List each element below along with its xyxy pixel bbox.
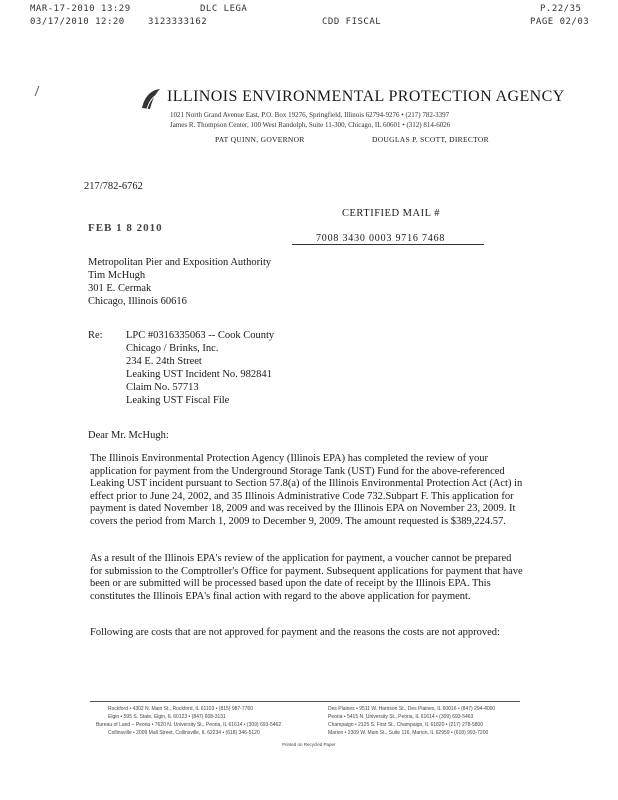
agency-logo-icon (138, 86, 164, 117)
recipient-city: Chicago, Illinois 60616 (88, 296, 187, 307)
footer-left-line3: Bureau of Land – Peoria • 7620 N. University St., Peoria, IL 61614 • (309) 693-5462 (96, 722, 282, 728)
fax-header-line1-left: MAR-17-2010 13:29 (30, 4, 131, 14)
address-line2: James R. Thompson Center, 100 West Randolph, Suite 11-300, Chicago, IL 60601 • (312) 814-6026 (170, 121, 451, 129)
re-line5: Claim No. 57713 (126, 382, 199, 393)
date-stamp: FEB 1 8 2010 (88, 222, 163, 234)
paragraph-1: The Illinois Environmental Protection Agency (Illinois EPA) has completed the review of your application for payment from the Underground Storage Tank (UST) Fund for the above-referenced Leaking UST incident pursuant to Section 57.8(a) of the Illinois Environmental Protection Act (Act) in effect prior to June 24, 2002, and 35 Illinois Administrative Code 732.Subpart F. This application for payment is dated November 18, 2009 and was received by the Illinois EPA on November 23, 2009. It covers the period from March 1, 2009 to December 9, 2009. The amount requested is $389,224.57. (90, 453, 523, 527)
fax-header-line2-mid: 3123333162 (148, 17, 208, 27)
footer-right-line3: Champaign • 2125 S. First St., Champaign, IL 61820 • (217) 278-5800 (328, 722, 484, 728)
footer-left-line2: Elgin • 595 S. State, Elgin, IL 60123 • (847) 608-3131 (108, 714, 226, 720)
agency-name: ILLINOIS ENVIRONMENTAL PROTECTION AGENCY (167, 88, 565, 105)
recipient-street: 301 E. Cermak (88, 283, 152, 294)
fax-header-line1-right: P.22/35 (540, 4, 582, 14)
paragraph-2: As a result of the Illinois EPA's review of the application for payment, a voucher cannot be prepared for submission to the Comptroller's Office for payment. Subsequent applications for payment that have been or are submitted will be processed based upon the date of receipt by the Illinois EPA. This constitutes the Illinois EPA's final action with regard to the above application for payment. (90, 553, 523, 602)
footer-right-line1: Des Plaines • 9511 W. Harrison St., Des Plaines, IL 60016 • (847) 294-4000 (328, 706, 496, 712)
re-line1: LPC #0316335063 -- Cook County (126, 330, 275, 341)
governor: PAT QUINN, GOVERNOR (215, 135, 305, 144)
certified-mail-label: CERTIFIED MAIL # (342, 208, 440, 219)
footer-right-line2: Peoria • 5415 N. University St., Peoria, IL 61614 • (309) 693-5463 (328, 714, 474, 720)
re-label: Re: (88, 330, 103, 341)
footer-left-line1: Rockford • 4302 N. Main St., Rockford, IL 61103 • (815) 987-7760 (108, 706, 253, 712)
re-line2: Chicago / Brinks, Inc. (126, 343, 219, 354)
phone-number: 217/782-6762 (84, 181, 143, 192)
recipient-org: Metropolitan Pier and Exposition Authority (88, 257, 272, 268)
address-line1: 1021 North Grand Avenue East, P.O. Box 19276, Springfield, Illinois 62794-9276 • (217) 782-3397 (170, 111, 450, 119)
certified-mail-number: 7008 3430 0003 9716 7468 (316, 233, 446, 244)
footer-rule (90, 701, 520, 702)
printed-note: Printed on Recycled Paper (282, 742, 336, 747)
salutation: Dear Mr. McHugh: (88, 430, 169, 441)
fax-header-line2-left: 03/17/2010 12:20 (30, 17, 125, 27)
footer-left-line4: Collinsville • 2009 Mall Street, Collinsville, IL 62234 • (618) 346-5120 (108, 730, 260, 736)
re-line3: 234 E. 24th Street (126, 356, 202, 367)
fax-header-line2-center: CDD FISCAL (322, 17, 382, 27)
paragraph-3: Following are costs that are not approved for payment and the reasons the costs are not approved: (90, 627, 500, 638)
re-line6: Leaking UST Fiscal File (126, 395, 230, 406)
director: DOUGLAS P. SCOTT, DIRECTOR (372, 135, 489, 144)
scan-mark (34, 84, 40, 96)
re-line4: Leaking UST Incident No. 982841 (126, 369, 272, 380)
footer-right-line4: Marion • 2309 W. Main St., Suite 116, Marion, IL 62959 • (618) 993-7200 (328, 730, 489, 736)
recipient-name: Tim McHugh (88, 270, 146, 281)
fax-header-line2-right: PAGE 02/03 (530, 17, 590, 27)
fax-header-line1-mid: DLC LEGA (200, 4, 248, 14)
